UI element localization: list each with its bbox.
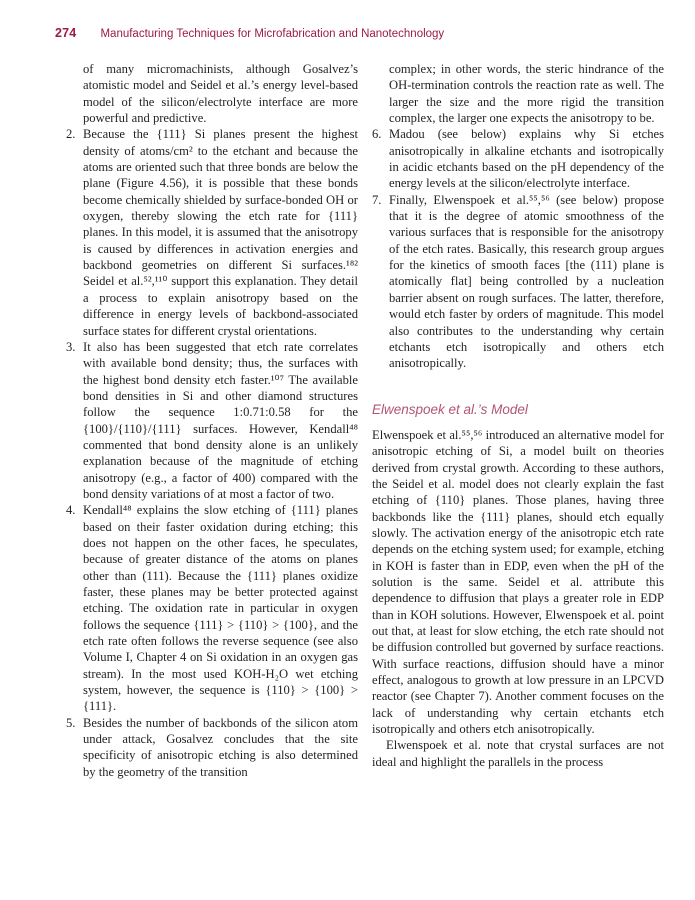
list-item	[66, 126, 358, 338]
list-item	[66, 502, 358, 714]
two-column-body	[66, 61, 664, 780]
item-number: 4.	[66, 503, 76, 518]
page-number: 274	[55, 26, 77, 40]
list-item	[372, 192, 664, 372]
continuation-paragraph: complex; in other words, the steric hindrance of the OH-termination controls the reaction rate as well. The larger the size and the more rigid the transition complex, the larger one expects the anisotropy to be.	[389, 62, 664, 126]
item-text: It also has been suggested that etch rate correlates with available bond density; thus, the surfaces with the highest bond density etch faster.¹⁰⁷ The available bond densities in Si and other diamond structures follow the sequence 1:0.71:0.58 for the {100}/{110}/{111} surfaces. However, Kendall⁴⁸ commented that bond density alone is an unlikely explanation because of the magnitude of etching anisotropy (e.g., a factor of 400) compared with the bond density variations of at most a factor of two.	[83, 339, 358, 501]
paragraph: Elwenspoek et al. note that crystal surfaces are not ideal and highlight the parallels in the process	[372, 738, 664, 769]
paragraph: Elwenspoek et al.⁵⁵,⁵⁶ introduced an alternative model for anisotropic etching of Si, a model built on theories derived from crystal growth. According to these authors, the Seidel et al. model does not clearly explain the fast etching of {110} planes. Those planes, having three backbonds like the {111} planes, should etch equally slowly. The activation energy of the anisotropic etch rate depends on the etching system used; for example, etching in KOH is faster than in EDP, even when the pH of the solution is the same. Seidel et al. attribute this dependence to diffusion that plays a greater role in EDP than in KOH solutions. However, Elwenspoek et al. point out that, at least for slow etching, the etch rate should not be diffusion controlled but governed by surface reactions. With surface reactions, diffusion should have a minor effect, analogous to growth at low pressure in an LPCVD reactor (see Chapter 7). Another comment focuses on the lack of understanding why certain etchants etch isotropically and others etch anisotropically.	[372, 427, 664, 737]
list-item	[372, 126, 664, 191]
running-title: Manufacturing Techniques for Microfabrication and Nanotechnology	[100, 28, 445, 40]
right-column	[372, 61, 664, 780]
list-item	[66, 339, 358, 502]
item-text: Besides the number of backbonds of the silicon atom under attack, Gosalvez concludes that the site specificity of anisotropic etching is also determined by the geometry of the transition	[83, 715, 358, 779]
section-heading: Elwenspoek et al.’s Model	[372, 401, 528, 417]
item-text: Because the {111} Si planes present the highest density of atoms/cm² to the etchant and because the atoms are oriented such that three bonds are below the plane (Figure 4.56), it is possible that these bonds become chemically shielded by surface-bonded OH or oxygen, thereby slowing the etch rate for {111} planes. In this model, it is assumed that the anisotropy is caused by differences in activation energies and backbond geometries on different Si surfaces.¹⁸² Seidel et al.⁵²,¹¹⁰ support this explanation. They detail a process to explain anisotropy based on the difference in energy levels of backbond-associated surface states for different crystal orientations.	[83, 127, 358, 338]
item-number: 7.	[372, 192, 382, 207]
continuation-paragraph: of many micromachinists, although Gosalvez’s atomistic model and Seidel et al.’s energy level-based model of the silicon/electrolyte interface are more powerful and predictive.	[83, 62, 358, 126]
item-number: 3.	[66, 339, 76, 354]
left-column	[66, 61, 358, 780]
item-number: 5.	[66, 715, 76, 730]
item-text: Finally, Elwenspoek et al.⁵⁵,⁵⁶ (see below) propose that it is the degree of atomic smoothness of the various surfaces that is responsible for the anisotropy of the etch rates. Basically, this research group argues for the kinetics of smooth faces [the (111) plane is atomically flat] being controlled by a nucleation barrier absent on rough surfaces. The latter, therefore, would etch faster by orders of magnitude. This model also contributes to the understanding why certain etchants etch isotropically and others etch anisotropically.	[389, 192, 664, 371]
item-text: Kendall⁴⁸ explains the slow etching of {111} planes based on their faster oxidation during etching; this does not happen on the other faces, he speculates, because of greater distance of the atoms on planes other than (111). Because the {111} planes oxidize faster, these planes may be better protected against etching. The oxidation rate in particular in oxygen follows the sequence {111} > {110} > {100}, and the etch rate often follows the reverse sequence (see also Volume I, Chapter 4 on Si oxidation in an oxygen gas stream). In the most used KOH-H₂O wet etching system, however, the sequence is {110} > {100} > {111}.	[83, 503, 358, 714]
item-number: 2.	[66, 127, 76, 142]
list-item	[66, 715, 358, 780]
item-number: 6.	[372, 127, 382, 142]
item-text: Madou (see below) explains why Si etches anisotropically in alkaline etchants and isotropically in acidic etchants based on the pH dependency of the energy levels at the silicon/electrolyte interface.	[389, 127, 664, 191]
page-header	[55, 26, 665, 40]
